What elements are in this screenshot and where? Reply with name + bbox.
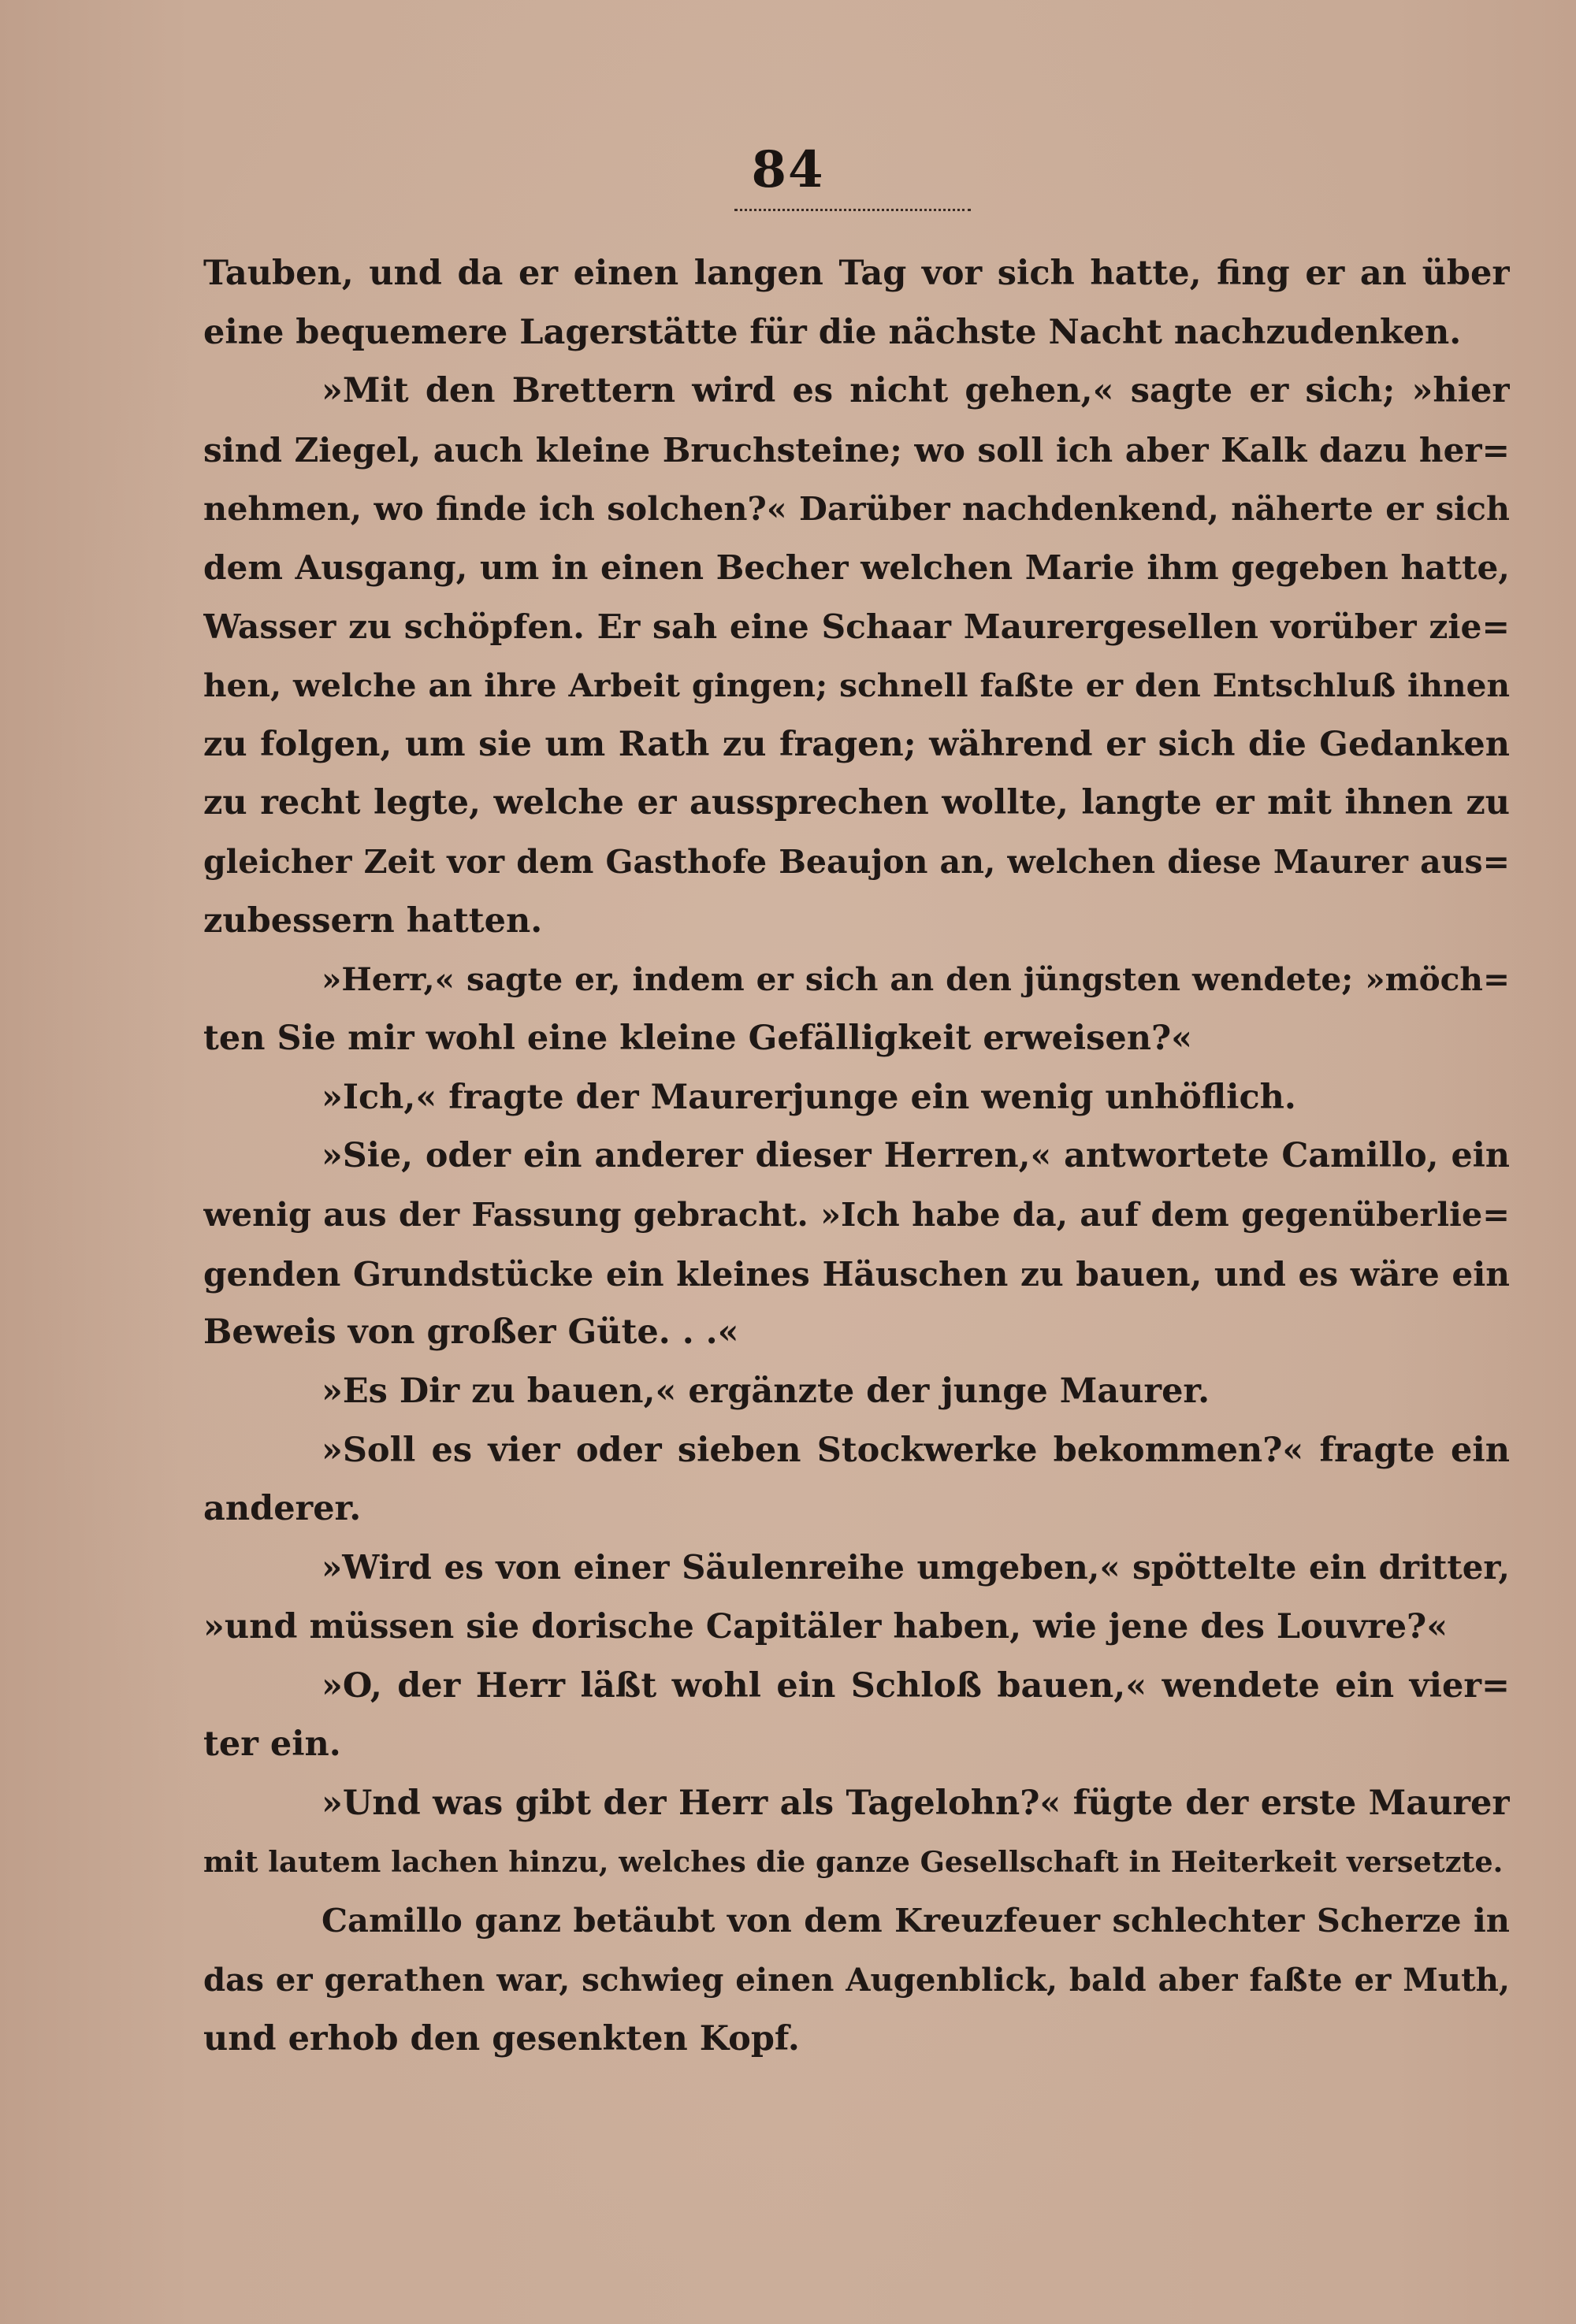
text-line: sind Ziegel, auch kleine Bruchsteine; wo soll ich aber Kalk dazu her= xyxy=(203,430,1510,470)
text-line: »und müssen sie dorische Capitäler haben, wie jene des Louvre?« xyxy=(203,1606,1448,1646)
text-line: »Mit den Brettern wird es nicht gehen,« sagte er sich; »hier xyxy=(322,371,1510,411)
text-line: »Ich,« fragte der Maurerjunge ein wenig unhöflich. xyxy=(322,1077,1296,1117)
body-text xyxy=(203,244,1510,2068)
text-line: zu recht legte, welche er aussprechen wollte, langte er mit ihnen zu xyxy=(203,783,1510,823)
text-line: und erhob den gesenkten Kopf. xyxy=(203,2018,800,2059)
text-line: mit lautem lachen hinzu, welches die ganze Gesellschaft in Heiterkeit versetzte. xyxy=(203,1844,1504,1879)
text-line: das er gerathen war, schwieg einen Augenblick, bald aber faßte er Muth, xyxy=(203,1960,1510,1999)
text-line: »Es Dir zu bauen,« ergänzte der junge Maurer. xyxy=(322,1372,1210,1412)
text-line: genden Grundstücke ein kleines Häuschen zu bauen, und es wäre ein xyxy=(203,1253,1510,1294)
text-line: Camillo ganz betäubt von dem Kreuzfeuer schlechter Scherze in xyxy=(322,1901,1510,1940)
text-line: wenig aus der Fassung gebracht. »Ich habe da, auf dem gegenüberlie= xyxy=(203,1195,1510,1234)
text-line: zubessern hatten. xyxy=(203,900,543,941)
text-line: eine bequemere Lagerstätte für die nächste Nacht nachzudenken. xyxy=(203,312,1462,352)
text-line: Wasser zu schöpfen. Er sah eine Schaar Maurergesellen vorüber zie= xyxy=(203,607,1510,647)
text-line: ten Sie mir wohl eine kleine Gefälligkeit erweisen?« xyxy=(203,1018,1193,1058)
header-rule xyxy=(734,209,971,211)
text-line: »Soll es vier oder sieben Stockwerke bekommen?« fragte ein xyxy=(322,1430,1510,1470)
text-line: »Und was gibt der Herr als Tagelohn?« fügte der erste Maurer xyxy=(322,1783,1510,1823)
text-line: »Sie, oder ein anderer dieser Herren,« antwortete Camillo, ein xyxy=(322,1136,1510,1176)
text-line: nehmen, wo finde ich solchen?« Darüber nachdenkend, näherte er sich xyxy=(203,488,1510,528)
text-line: »Herr,« sagte er, indem er sich an den jüngsten wendete; »möch= xyxy=(322,960,1510,999)
text-line: Beweis von großer Güte. . .« xyxy=(203,1312,739,1353)
text-line: Tauben, und da er einen langen Tag vor sich hatte, fing er an über xyxy=(203,254,1510,293)
text-line: dem Ausgang, um in einen Becher welchen Marie ihm gegeben hatte, xyxy=(203,548,1510,588)
text-line: hen, welche an ihre Arbeit gingen; schnell faßte er den Entschluß ihnen xyxy=(203,666,1510,704)
text-line: zu folgen, um sie um Rath zu fragen; während er sich die Gedanken xyxy=(203,724,1510,764)
text-line: »Wird es von einer Säulenreihe umgeben,« spöttelte ein dritter, xyxy=(322,1548,1510,1587)
text-line: gleicher Zeit vor dem Gasthofe Beaujon an, welchen diese Maurer aus= xyxy=(203,841,1510,881)
text-line: ter ein. xyxy=(203,1724,341,1765)
text-line: anderer. xyxy=(203,1489,362,1529)
text-line: »O, der Herr läßt wohl ein Schloß bauen,« wendete ein vier= xyxy=(322,1665,1510,1706)
page-number: 84 xyxy=(751,140,825,199)
